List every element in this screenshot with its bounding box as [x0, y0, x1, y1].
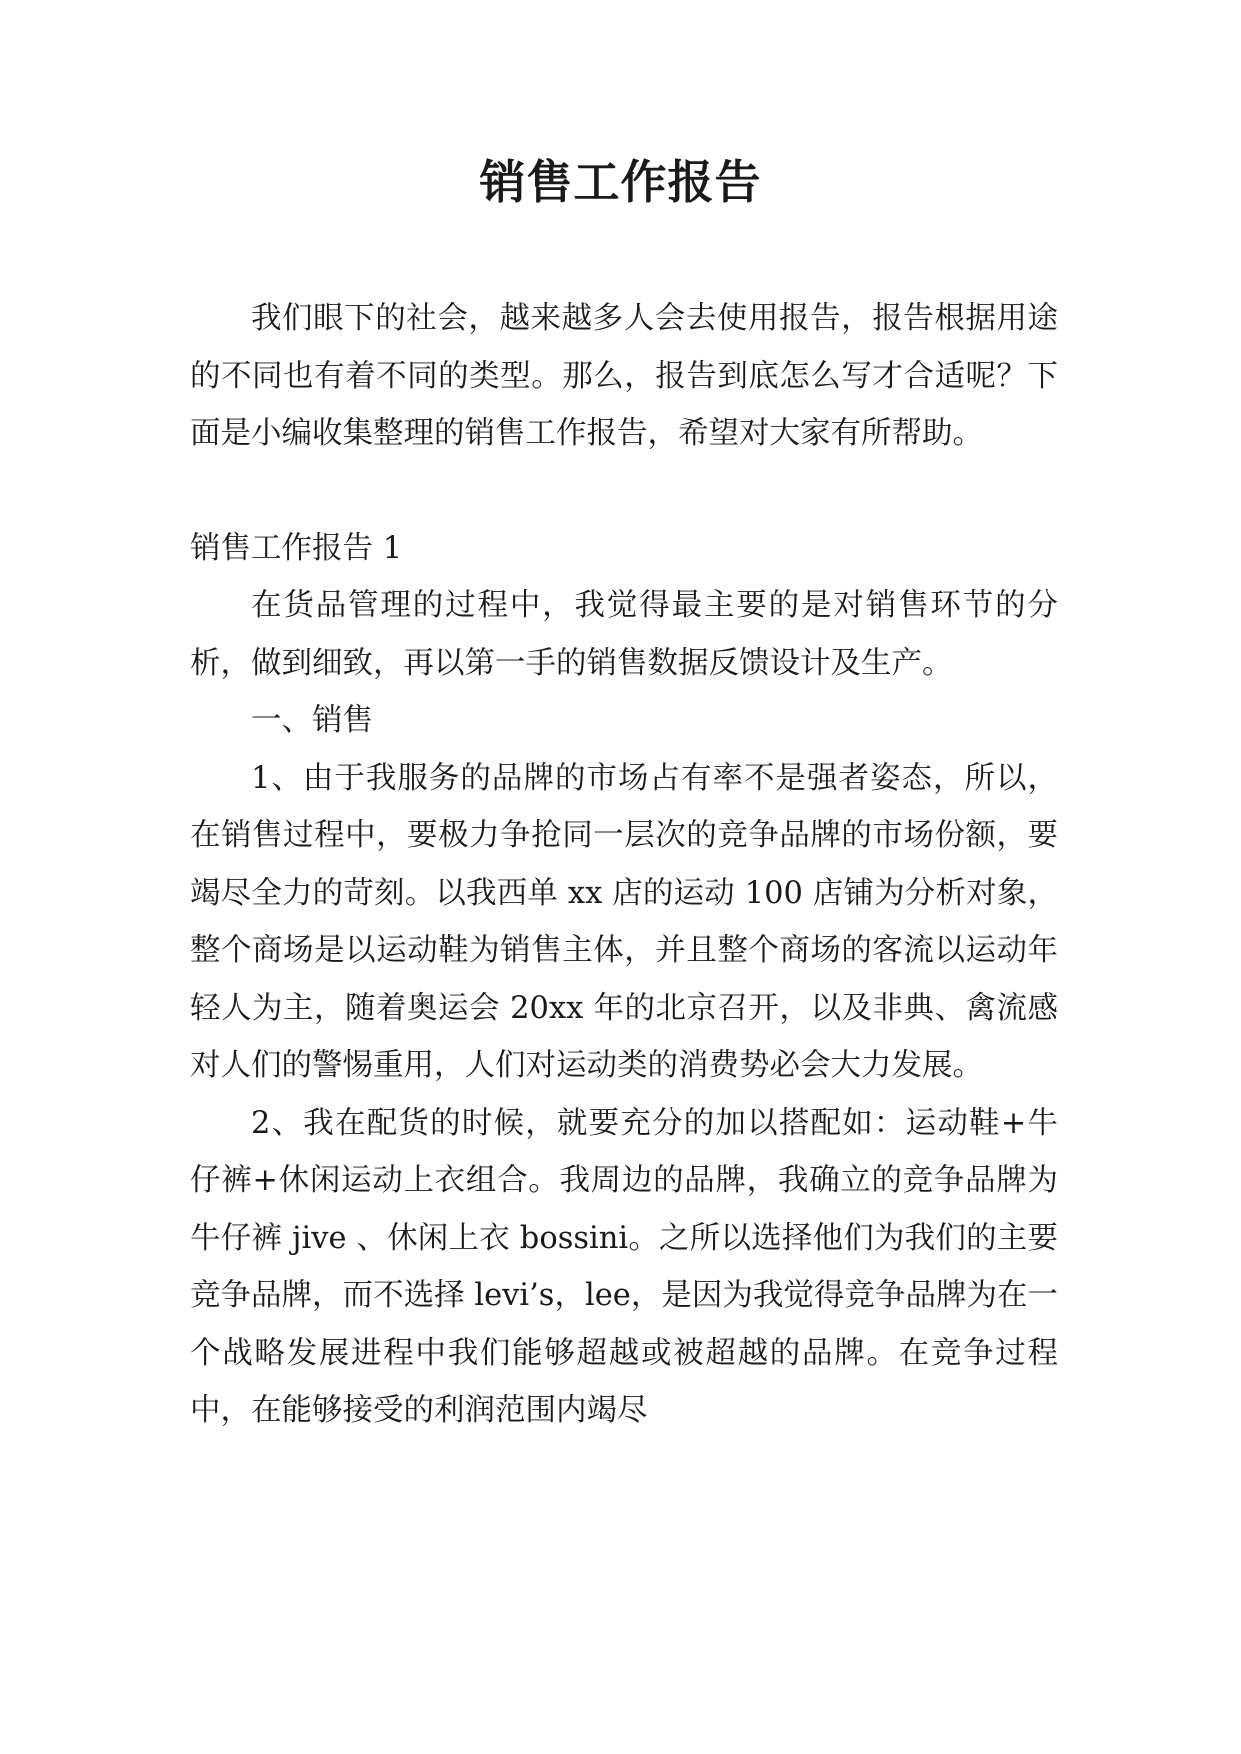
body-paragraph-1: 在货品管理的过程中，我觉得最主要的是对销售环节的分析，做到细致，再以第一手的销售数据反馈设计及生产。: [190, 588, 1058, 681]
section-heading: 销售工作报告 1: [190, 530, 403, 566]
body-paragraph-3: 2、我在配货的时候，就要充分的加以搭配如：运动鞋+牛仔裤+休闲运动上衣组合。我周边的品牌，我确立的竞争品牌为牛仔裤 jive 、休闲上衣 bossini。之所以选择他们为我们的主要竞争品牌，而不选择 levi’s，lee，是因为我觉得竞争品牌为在一个战略发展进程中我们能够超越或被超越的品牌。在竞争过程中，在能够接受的利润范围内竭尽: [190, 1105, 1058, 1428]
paragraph-spacer: [190, 463, 1058, 520]
document-body: [190, 290, 1058, 1440]
document-title: 销售工作报告: [479, 155, 762, 209]
subheading-sales: 一、销售: [251, 703, 373, 738]
body-paragraph-2: 1、由于我服务的品牌的市场占有率不是强者姿态，所以，在销售过程中，要极力争抢同一层次的竞争品牌的市场份额，要竭尽全力的苛刻。以我西单 xx 店的运动 100 店铺为分析对象，整个商场是以运动鞋为销售主体，并且整个商场的客流以运动年轻人为主，随着奥运会 20xx 年的北京召开，以及非典、禽流感对人们的警惕重用，人们对运动类的消费势必会大力发展。: [190, 760, 1058, 1083]
intro-paragraph: 我们眼下的社会，越来越多人会去使用报告，报告根据用途的不同也有着不同的类型。那么，报告到底怎么写才合适呢？下面是小编收集整理的销售工作报告，希望对大家有所帮助。: [190, 301, 1058, 451]
